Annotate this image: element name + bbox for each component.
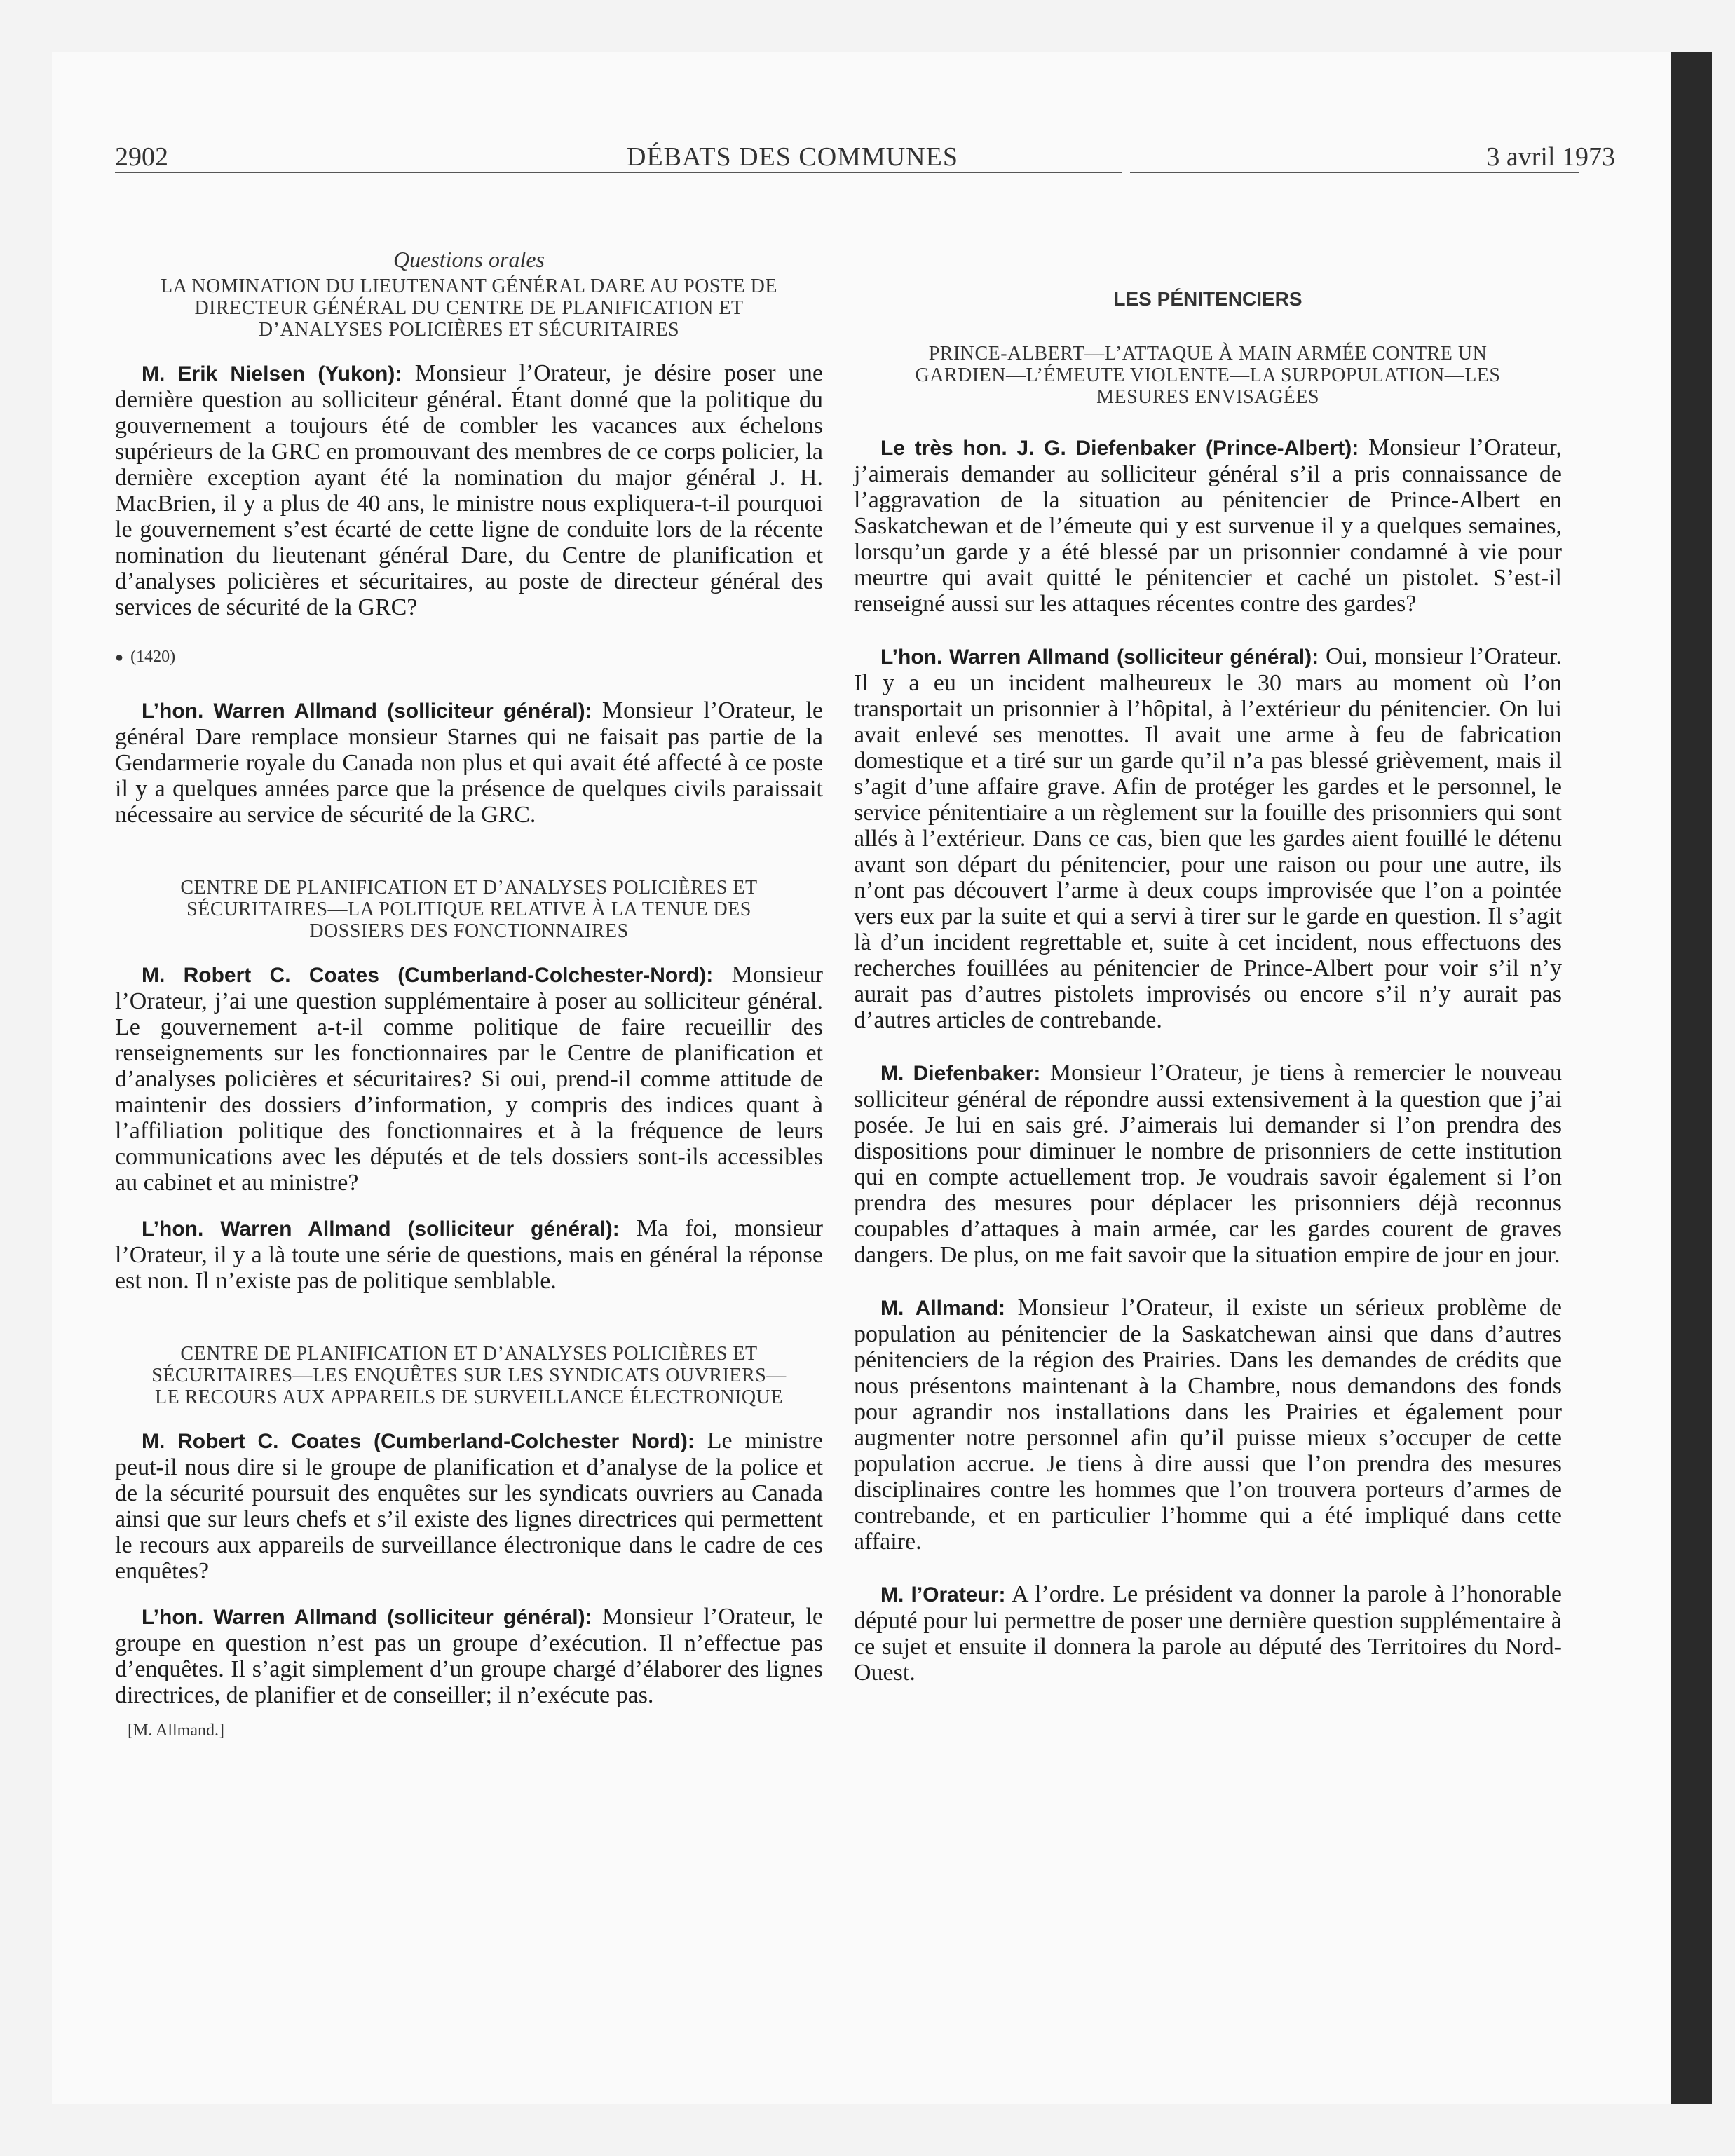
speech-text: A l’ordre. Le président va donner la parole à l’honorable député pour lui permettre de poser une dernière question supplémentaire à ce sujet et ensuite il donnera la parole au député des Territoires du Nord-Ouest.	[854, 1581, 1562, 1686]
section-heading: LA NOMINATION DU LIEUTENANT GÉNÉRAL DARE AU POSTE DE DIRECTEUR GÉNÉRAL DU CENTRE DE PLANIFICATION ET D’ANALYSES POLICIÈRES ET SÉCURITAIRES	[161, 275, 777, 341]
speech-paragraph	[115, 1215, 823, 1294]
section-kicker: Questions orales	[393, 247, 545, 272]
speech-text: Ma foi, monsieur l’Orateur, il y a là toute une série de questions, mais en général la réponse est non. Il n’existe pas de politique semblable.	[115, 1215, 823, 1294]
time-marker: ● (1420)	[115, 648, 176, 666]
speaker-tag: [M. Allmand.]	[128, 1721, 224, 1740]
speaker-name: L’hon. Warren Allmand (solliciteur général):	[142, 700, 592, 723]
left-column	[115, 192, 823, 1744]
binding-edge	[1671, 52, 1712, 2104]
speech-paragraph	[854, 1295, 1562, 1555]
speech-text: Monsieur l’Orateur, le groupe en question n’est pas un groupe d’exécution. Il n’effectue pas d’enquêtes. Il s’agit simplement d’un groupe chargé d’élaborer des lignes directrices, de planifier et de conseiller; il n’exécute pas.	[115, 1604, 824, 1708]
section-heading: CENTRE DE PLANIFICATION ET D’ANALYSES POLICIÈRES ET SÉCURITAIRES—LES ENQUÊTES SUR LES SYNDICATS OUVRIERS—LE RECOURS AUX APPAREILS DE SURVEILLANCE ÉLECTRONIQUE	[151, 1343, 787, 1408]
page-number: 2902	[115, 142, 168, 172]
speaker-name: M. l’Orateur:	[880, 1583, 1006, 1606]
speech-paragraph	[854, 1060, 1562, 1268]
header-rule	[1130, 172, 1579, 173]
section-heading: PRINCE-ALBERT—L’ATTAQUE À MAIN ARMÉE CONTRE UN GARDIEN—L’ÉMEUTE VIOLENTE—LA SURPOPULATION—LES MESURES ENVISAGÉES	[915, 343, 1501, 408]
speech-paragraph	[854, 643, 1562, 1033]
right-column	[854, 192, 1562, 1686]
speaker-name: L’hon. Warren Allmand (solliciteur général):	[142, 1217, 620, 1241]
speech-paragraph	[115, 1604, 823, 1708]
speaker-name: M. Allmand:	[880, 1297, 1006, 1320]
speech-paragraph	[115, 697, 823, 828]
speech-text: Monsieur l’Orateur, je désire poser une dernière question au solliciteur général. Étant donné que la politique du gouvernement a toujours été de combler les vacances aux échelons supérieurs de la GRC en promouvant des membres de ce corps policier, la dernière exception ayant été la nomination du major général J. H. MacBrien, il y a plus de 40 ans, le ministre nous expliquera-t-il pourquoi le gouvernement s’est écarté de cette ligne de conduite lors de la récente nomination du lieutenant général Dare, du Centre de planification et d’analyses policières et sécuritaires, au poste de directeur général des services de sécurité de la GRC?	[115, 360, 824, 620]
speech-paragraph	[115, 1428, 823, 1584]
speech-paragraph	[115, 360, 823, 620]
page-date: 3 avril 1973	[1486, 142, 1615, 172]
speaker-name: M. Robert C. Coates (Cumberland-Colchester Nord):	[142, 1430, 695, 1453]
section-heading: CENTRE DE PLANIFICATION ET D’ANALYSES POLICIÈRES ET SÉCURITAIRES—LA POLITIQUE RELATIVE À LA TENUE DES DOSSIERS DES FONCTIONNAIRES	[180, 877, 758, 942]
speech-text: Monsieur l’Orateur, je tiens à remercier le nouveau solliciteur général de répondre aussi extensivement à la question que j’ai posée. Je lui en sais gré. J’aimerais lui demander si l’on prendra des dispositions pour diminuer le nombre de prisonniers de cette institution qui en compte actuellement trop. Je voudrais savoir également si l’on prendra des mesures pour déplacer les prisonniers déjà reconnus coupables d’attaques à main armée, car les gardes courent de graves dangers. De plus, on me fait savoir que la situation empire de jour en jour.	[854, 1060, 1563, 1268]
speaker-name: L’hon. Warren Allmand (solliciteur général):	[142, 1606, 592, 1629]
speech-text: Monsieur l’Orateur, j’ai une question supplémentaire à poser au solliciteur général. Le gouvernement a-t-il comme politique de faire recueillir des renseignements sur les fonctionnaires par le Centre de planification et d’analyses policières et sécuritaires? Si oui, prend-il comme attitude de maintenir des dossiers d’information, y compris des indices quant à l’affiliation politique des fonctionnaires et à la fréquence de leurs communications avec les députés et de tels dossiers sont-ils accessibles au cabinet et au ministre?	[115, 962, 823, 1196]
speech-paragraph	[854, 1581, 1562, 1686]
speech-text: Le ministre peut-il nous dire si le groupe de planification et d’analyse de la police et de la sécurité poursuit des enquêtes sur les syndicats ouvriers au Canada ainsi que sur leurs chefs et s’il existe des lignes directrices qui permettent le recours aux appareils de surveillance électronique dans le cadre de ces enquêtes?	[115, 1428, 823, 1584]
speech-text: Monsieur l’Orateur, le général Dare remplace monsieur Starnes qui ne faisait pas partie de la Gendarmerie royale du Canada non plus et qui avait été affecté à ce poste il y a quelques années parce que la présence de quelques civils paraissait nécessaire au service de sécurité de la GRC.	[115, 697, 824, 828]
speaker-name: Le très hon. J. G. Diefenbaker (Prince-Albert):	[880, 437, 1359, 460]
bullet-icon: ●	[115, 650, 124, 665]
speaker-name: M. Erik Nielsen (Yukon):	[142, 362, 402, 386]
speech-text: Monsieur l’Orateur, il existe un sérieux problème de population au pénitencier de la Saskatchewan ainsi que dans d’autres pénitenciers de la région des Prairies. Dans les demandes de crédits que nous présentons maintenant à la Chambre, nous demandons des fonds pour agrandir nos installations dans les Prairies et également pour augmenter notre personnel afin qu’il puisse mieux s’occuper de cette population accrue. Je tiens à dire aussi que l’on prendra des mesures disciplinaires contre les hommes que l’on trouvera porteurs d’armes de contrebande, et en particulier l’homme qui a été impliqué dans cette affaire.	[854, 1295, 1562, 1555]
speech-paragraph	[115, 962, 823, 1196]
speech-text: Monsieur l’Orateur, j’aimerais demander au solliciteur général s’il a pris connaissance de l’aggravation de la situation au pénitencier de Prince-Albert en Saskatchewan et de l’émeute qui y est survenue il y a quelques semaines, lorsqu’un garde y a été blessé par un prisonnier condamné à vie pour meurtre qui avait quitté le pénitencier et caché un pistolet. S’est-il renseigné aussi sur les attaques récentes contre des gardes?	[854, 435, 1562, 617]
speech-text: Oui, monsieur l’Orateur. Il y a eu un incident malheureux le 30 mars au moment où l’on transportait un prisonnier à l’hôpital, à l’extérieur du pénitencier. On lui avait enlevé ses menottes. Il avait une arme à feu de fabrication domestique et a tiré sur un garde qu’il n’a pas blessé grièvement, mais il s’agit d’une affaire grave. Afin de protéger les gardes et le personnel, le service pénitentiaire a un règlement sur la fouille des prisonniers qui sont allés à l’extérieur. Dans ce cas, bien que les gardes aient fouillé le détenu avant son départ du pénitencier, pour une raison ou pour une autre, ils n’ont pas découvert l’arme à deux coups improvisée que l’on a pointée vers eux par la suite et qui a servi à tirer sur le garde en question. Il s’agit là d’un incident regrettable et, suite à cet incident, nous effectuons des recherches fouillées au pénitencier de Prince-Albert pour voir s’il n’y aurait pas d’autres pistolets improvisés ou encore s’il n’y aurait pas d’autres articles de contrebande.	[854, 643, 1562, 1033]
running-title: DÉBATS DES COMMUNES	[627, 142, 958, 172]
section-title: LES PÉNITENCIERS	[1113, 288, 1302, 310]
speech-paragraph	[854, 435, 1562, 617]
speaker-name: L’hon. Warren Allmand (solliciteur général):	[880, 646, 1319, 669]
speaker-name: M. Robert C. Coates (Cumberland-Colchester-Nord):	[142, 964, 714, 987]
speaker-name: M. Diefenbaker:	[880, 1062, 1041, 1085]
header-rule	[115, 172, 1122, 173]
document-page	[52, 52, 1671, 2104]
